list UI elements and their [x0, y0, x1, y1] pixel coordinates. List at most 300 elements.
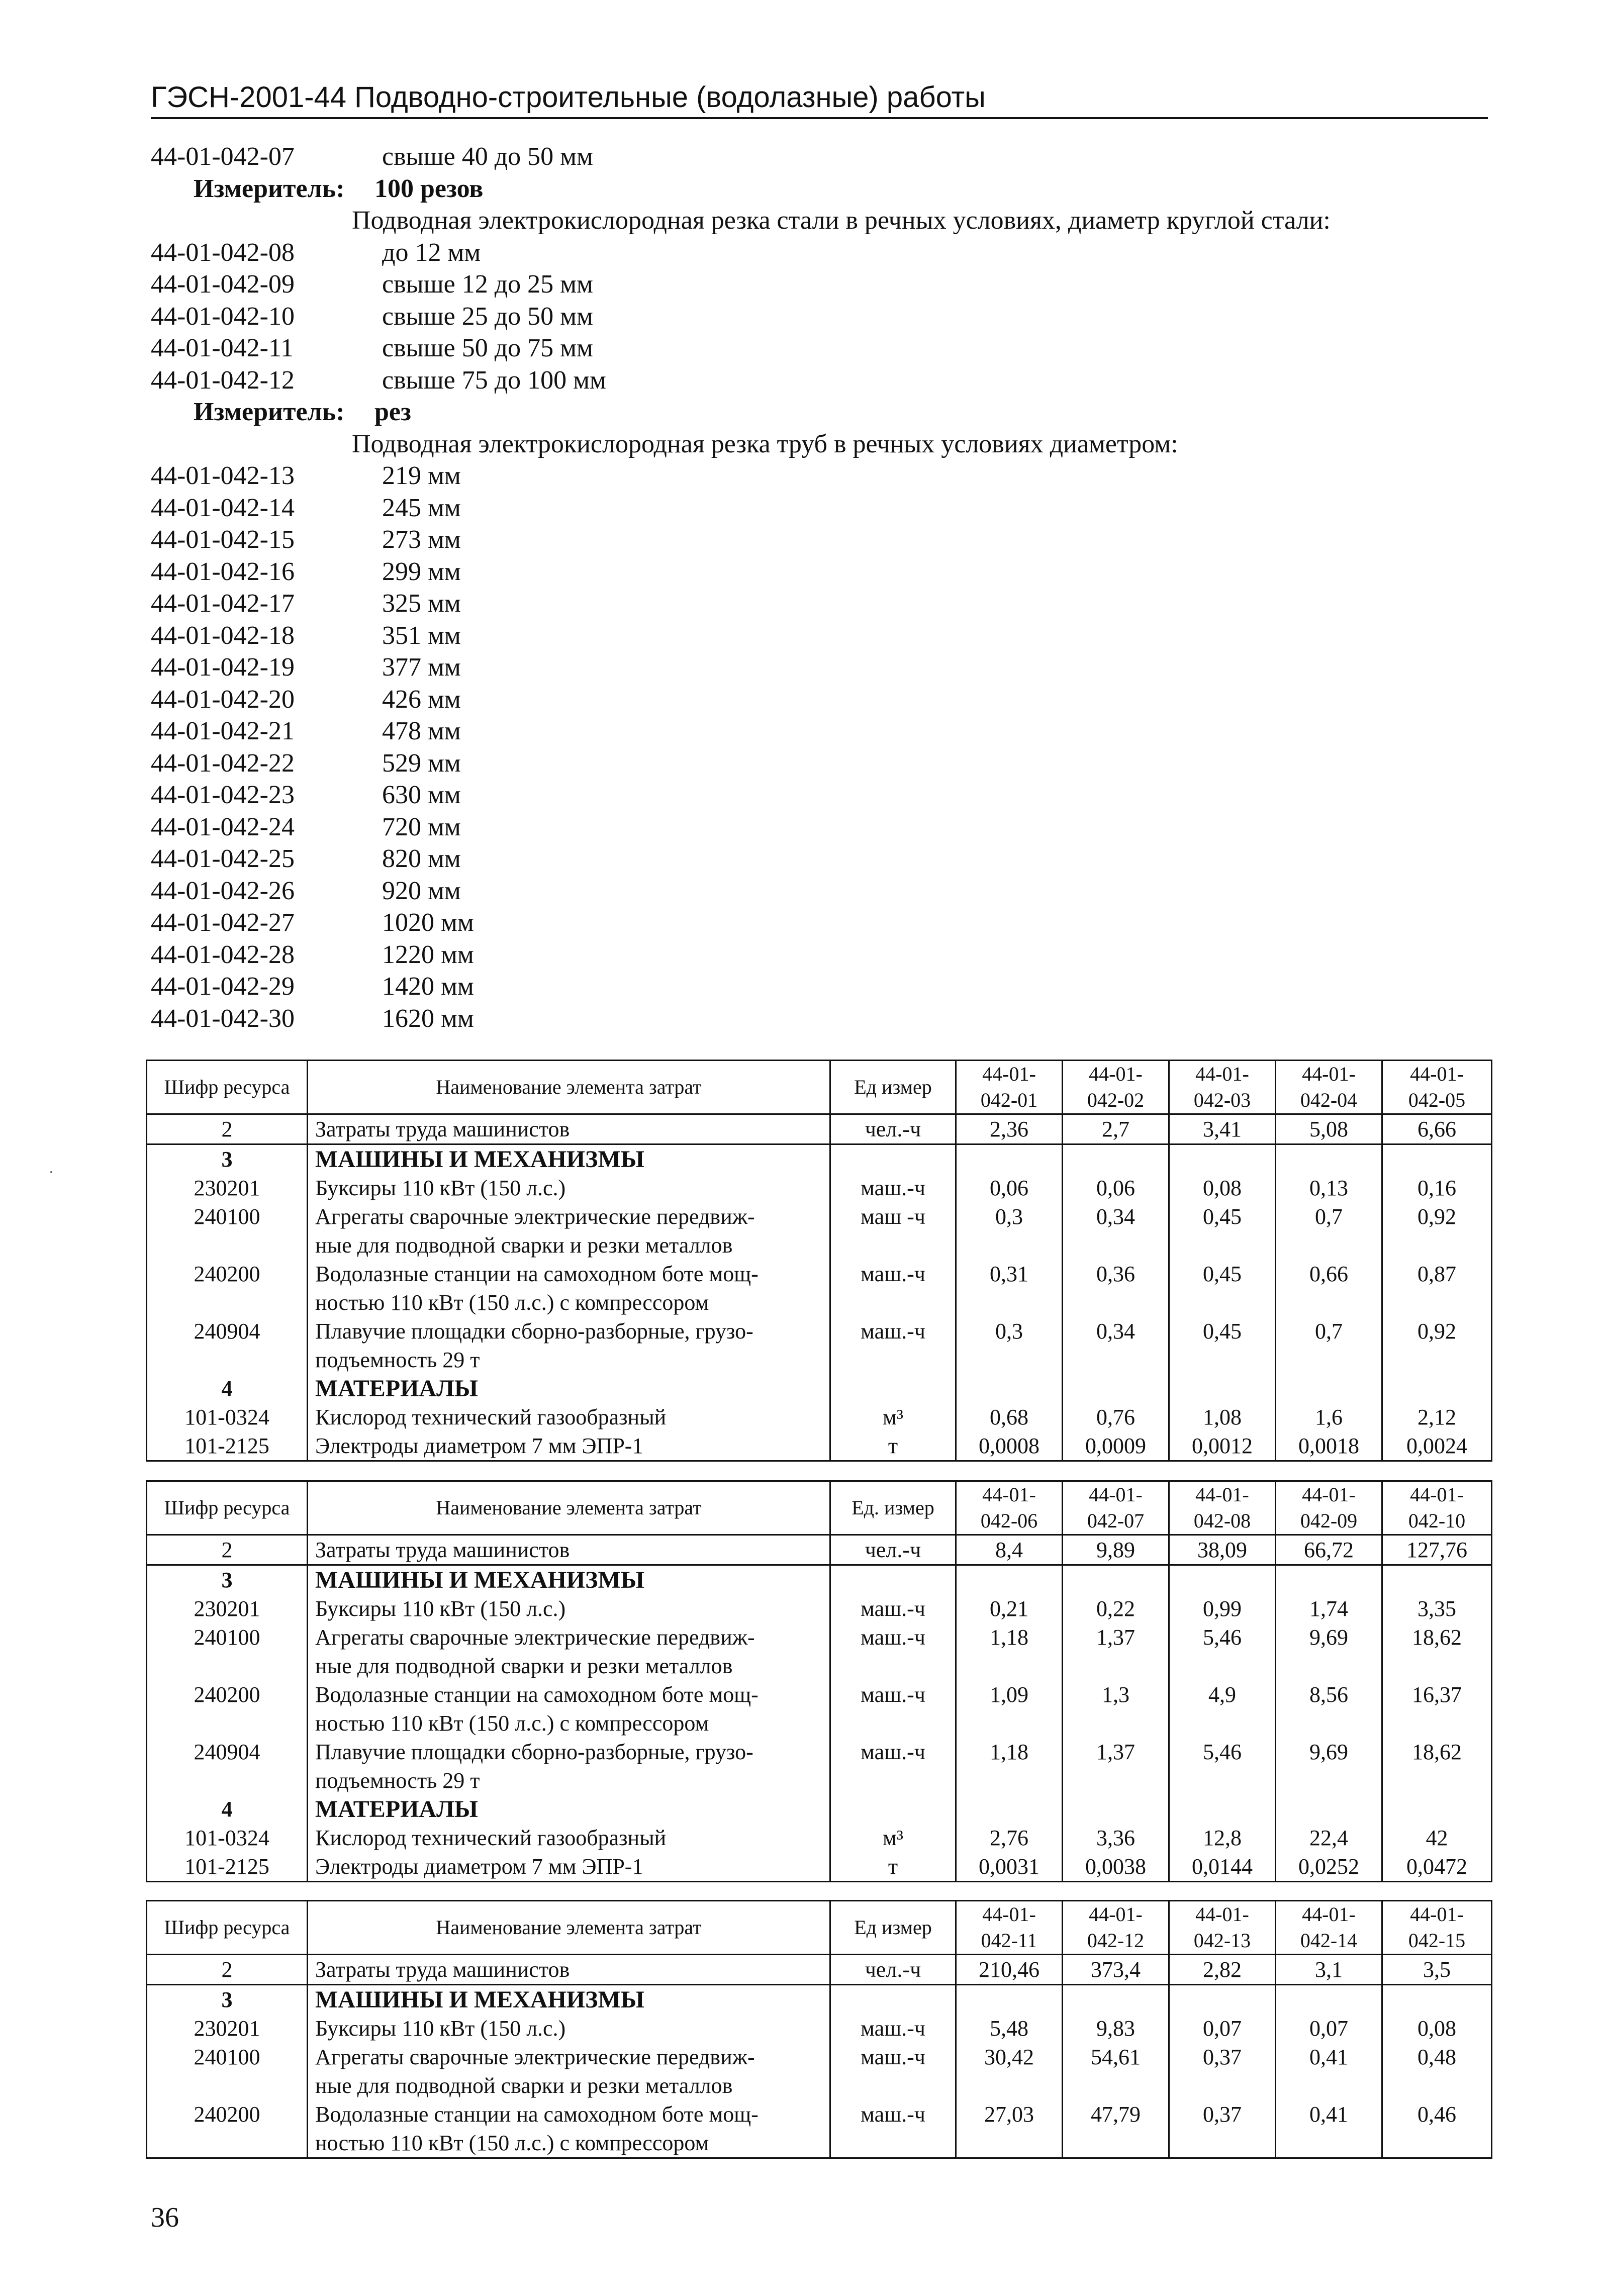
- code-description: 1420 мм: [382, 972, 474, 1001]
- resource-value: 0,87: [1382, 1260, 1492, 1317]
- resource-value: 0,07: [1276, 2014, 1382, 2043]
- code-row: [151, 651, 1488, 684]
- resource-value: 0,08: [1382, 2014, 1492, 2043]
- resource-unit: маш.-ч: [830, 1623, 956, 1680]
- resource-value: 0,0031: [956, 1852, 1063, 1882]
- scan-speck: [50, 1171, 52, 1173]
- resource-value: 2,12: [1382, 1403, 1492, 1431]
- resource-value: 0,08: [1169, 1174, 1276, 1202]
- resource-value: 5,46: [1169, 1623, 1276, 1680]
- resource-table: [146, 1480, 1492, 1882]
- resource-value: 0,48: [1382, 2043, 1492, 2100]
- resource-value: 42: [1382, 1824, 1492, 1852]
- resource-code: 101-2125: [147, 1852, 308, 1882]
- table-row: [147, 1955, 1492, 1985]
- resource-table: [146, 1060, 1492, 1462]
- resource-value: 8,56: [1276, 1680, 1382, 1738]
- resource-value: 0,7: [1276, 1317, 1382, 1374]
- resource-code: 240100: [147, 2043, 308, 2100]
- resource-code: 4: [147, 1374, 308, 1403]
- section-caption: Подводная электрокислородная резка стали в речных условиях, диаметр круглой стали:: [352, 206, 1331, 235]
- resource-unit: маш.-ч: [830, 1174, 956, 1202]
- code-description: 273 мм: [382, 525, 461, 554]
- code-number: 44-01-042-23: [151, 781, 295, 809]
- resource-value: 0,36: [1063, 1260, 1169, 1317]
- resource-unit: [830, 1144, 956, 1174]
- header-code: Шифр ресурса: [147, 1481, 308, 1535]
- resource-value: 0,41: [1276, 2100, 1382, 2158]
- resource-value: 0,7: [1276, 1202, 1382, 1260]
- resource-value: 0,31: [956, 1260, 1063, 1317]
- code-description: 1220 мм: [382, 940, 474, 969]
- resource-value: 8,4: [956, 1535, 1063, 1565]
- resource-unit: маш.-ч: [830, 1594, 956, 1623]
- measure-value: 100 резов: [374, 174, 484, 203]
- resource-name: Затраты труда машинистов: [308, 1535, 830, 1565]
- resource-code: 101-0324: [147, 1403, 308, 1431]
- resource-value: [1382, 1144, 1492, 1174]
- resource-name: Плавучие площадки сборно-разборные, грузо- подъемность 29 т: [308, 1317, 830, 1374]
- resource-name: Плавучие площадки сборно-разборные, грузо- подъемность 29 т: [308, 1738, 830, 1795]
- measure-row: [151, 173, 1488, 205]
- resource-value: 38,09: [1169, 1535, 1276, 1565]
- header-norm-code: 44-01- 042-15: [1382, 1901, 1492, 1955]
- code-number: 44-01-042-15: [151, 525, 295, 554]
- resource-code: 101-0324: [147, 1824, 308, 1852]
- code-number: 44-01-042-28: [151, 940, 295, 969]
- resource-value: 9,69: [1276, 1738, 1382, 1795]
- resource-name: Затраты труда машинистов: [308, 1955, 830, 1985]
- code-number: 44-01-042-14: [151, 493, 295, 522]
- code-row: [151, 715, 1488, 747]
- resource-code: 240904: [147, 1738, 308, 1795]
- page-header-title: ГЭСН-2001-44 Подводно-строительные (водолазные) работы: [151, 81, 986, 114]
- code-description: 529 мм: [382, 748, 461, 778]
- resource-value: [956, 1374, 1063, 1403]
- header-norm-code: 44-01- 042-07: [1063, 1481, 1169, 1535]
- table-row: [147, 1565, 1492, 1595]
- resource-name: Кислород технический газообразный: [308, 1824, 830, 1852]
- resource-name: Буксиры 110 кВт (150 л.с.): [308, 1174, 830, 1202]
- code-number: 44-01-042-10: [151, 302, 295, 331]
- resource-value: 18,62: [1382, 1738, 1492, 1795]
- resource-value: 0,21: [956, 1594, 1063, 1623]
- resource-code: 230201: [147, 2014, 308, 2043]
- code-number: 44-01-042-21: [151, 717, 295, 745]
- resource-value: 0,0472: [1382, 1852, 1492, 1882]
- code-number: 44-01-042-20: [151, 685, 295, 714]
- code-description: 351 мм: [382, 621, 461, 650]
- resource-name: Водолазные станции на самоходном боте мощ- ностью 110 кВт (150 л.с.) с компрессором: [308, 1680, 830, 1738]
- resource-value: 66,72: [1276, 1535, 1382, 1565]
- code-number: 44-01-042-18: [151, 621, 295, 650]
- code-row: [151, 875, 1488, 907]
- table-header-row: [147, 1481, 1492, 1535]
- resource-value: 1,6: [1276, 1403, 1382, 1431]
- resource-value: [1169, 1795, 1276, 1824]
- resource-value: 0,0012: [1169, 1431, 1276, 1461]
- resource-value: 22,4: [1276, 1824, 1382, 1852]
- resource-unit: маш.-ч: [830, 1738, 956, 1795]
- code-number: 44-01-042-09: [151, 270, 295, 299]
- table-row: [147, 1260, 1492, 1317]
- resource-value: [1382, 1795, 1492, 1824]
- code-row: [151, 1003, 1488, 1035]
- resource-value: 18,62: [1382, 1623, 1492, 1680]
- resource-value: 0,66: [1276, 1260, 1382, 1317]
- resource-code: 4: [147, 1795, 308, 1824]
- resource-value: 0,0009: [1063, 1431, 1169, 1461]
- resource-value: 0,37: [1169, 2100, 1276, 2158]
- resource-value: 3,41: [1169, 1114, 1276, 1144]
- resource-code: 3: [147, 1144, 308, 1174]
- resource-value: 27,03: [956, 2100, 1063, 2158]
- resource-value: [1063, 1565, 1169, 1595]
- code-row: [151, 907, 1488, 939]
- resource-value: [1382, 1565, 1492, 1595]
- resource-code: 101-2125: [147, 1431, 308, 1461]
- resource-name: Электроды диаметром 7 мм ЭПР-1: [308, 1431, 830, 1461]
- code-number: 44-01-042-27: [151, 908, 295, 937]
- code-number: 44-01-042-22: [151, 748, 295, 778]
- resource-unit: маш.-ч: [830, 2043, 956, 2100]
- resource-unit: чел.-ч: [830, 1955, 956, 1985]
- resource-code: 2: [147, 1955, 308, 1985]
- resource-name: Водолазные станции на самоходном боте мощ- ностью 110 кВт (150 л.с.) с компрессором: [308, 2100, 830, 2158]
- header-unit: Ед. измер: [830, 1481, 956, 1535]
- table-header-row: [147, 1061, 1492, 1114]
- resource-value: [1382, 1985, 1492, 2015]
- resource-unit: маш.-ч: [830, 2014, 956, 2043]
- resource-value: [1063, 1795, 1169, 1824]
- resource-value: [1276, 1795, 1382, 1824]
- table-row: [147, 1374, 1492, 1403]
- code-description: 720 мм: [382, 812, 461, 841]
- resource-value: 9,69: [1276, 1623, 1382, 1680]
- resource-value: 0,92: [1382, 1317, 1492, 1374]
- resource-value: 0,0038: [1063, 1852, 1169, 1882]
- table-row: [147, 1680, 1492, 1738]
- code-row: [151, 492, 1488, 524]
- resource-value: 0,13: [1276, 1174, 1382, 1202]
- header-norm-code: 44-01- 042-06: [956, 1481, 1063, 1535]
- header-name: Наименование элемента затрат: [308, 1061, 830, 1114]
- table-row: [147, 1431, 1492, 1461]
- resource-unit: т: [830, 1431, 956, 1461]
- code-list: [151, 141, 1488, 1034]
- resource-value: 3,5: [1382, 1955, 1492, 1985]
- code-number: 44-01-042-16: [151, 557, 295, 586]
- resource-unit: маш.-ч: [830, 1317, 956, 1374]
- resource-code: 240200: [147, 2100, 308, 2158]
- code-number: 44-01-042-12: [151, 365, 295, 395]
- measure-label: Измеритель:: [194, 174, 345, 203]
- resource-code: 2: [147, 1114, 308, 1144]
- code-row: [151, 843, 1488, 875]
- resource-value: 4,9: [1169, 1680, 1276, 1738]
- resource-value: 0,0008: [956, 1431, 1063, 1461]
- code-number: 44-01-042-17: [151, 589, 295, 618]
- resource-value: [1169, 1985, 1276, 2015]
- header-norm-code: 44-01- 042-13: [1169, 1901, 1276, 1955]
- code-row: [151, 588, 1488, 620]
- resource-value: 1,74: [1276, 1594, 1382, 1623]
- resource-value: 1,09: [956, 1680, 1063, 1738]
- table-row: [147, 1623, 1492, 1680]
- code-number: 44-01-042-19: [151, 653, 295, 682]
- code-description: до 12 мм: [382, 238, 481, 267]
- code-row: [151, 779, 1488, 811]
- code-description: свыше 75 до 100 мм: [382, 365, 606, 395]
- code-row: [151, 524, 1488, 556]
- resource-value: 0,0024: [1382, 1431, 1492, 1461]
- resource-name: Затраты труда машинистов: [308, 1114, 830, 1144]
- resource-value: 0,68: [956, 1403, 1063, 1431]
- resource-code: 3: [147, 1565, 308, 1595]
- resource-name: Буксиры 110 кВт (150 л.с.): [308, 1594, 830, 1623]
- code-description: свыше 50 до 75 мм: [382, 334, 593, 362]
- table-row: [147, 1174, 1492, 1202]
- page-header: [151, 80, 1488, 119]
- table-header-row: [147, 1901, 1492, 1955]
- resource-name: Агрегаты сварочные электрические передвиж- ные для подводной сварки и резки металлов: [308, 1623, 830, 1680]
- code-row: [151, 460, 1488, 492]
- header-norm-code: 44-01- 042-08: [1169, 1481, 1276, 1535]
- resource-value: 0,3: [956, 1202, 1063, 1260]
- code-row: [151, 268, 1488, 301]
- code-row: [151, 939, 1488, 971]
- resource-value: 5,48: [956, 2014, 1063, 2043]
- resource-value: 1,08: [1169, 1403, 1276, 1431]
- resource-value: 0,45: [1169, 1317, 1276, 1374]
- resource-value: 0,0252: [1276, 1852, 1382, 1882]
- table-row: [147, 1202, 1492, 1260]
- code-row: [151, 971, 1488, 1003]
- code-description: 478 мм: [382, 717, 461, 745]
- resource-value: 0,76: [1063, 1403, 1169, 1431]
- resource-value: 127,76: [1382, 1535, 1492, 1565]
- resource-code: 230201: [147, 1174, 308, 1202]
- resource-unit: [830, 1795, 956, 1824]
- resource-value: 2,7: [1063, 1114, 1169, 1144]
- header-norm-code: 44-01- 042-11: [956, 1901, 1063, 1955]
- code-description: 377 мм: [382, 653, 461, 682]
- resource-code: 240200: [147, 1260, 308, 1317]
- code-number: 44-01-042-25: [151, 844, 295, 873]
- resource-unit: маш -ч: [830, 1202, 956, 1260]
- resource-value: 9,89: [1063, 1535, 1169, 1565]
- resource-value: 6,66: [1382, 1114, 1492, 1144]
- resource-value: 1,37: [1063, 1738, 1169, 1795]
- resource-value: [1276, 1565, 1382, 1595]
- code-row: [151, 332, 1488, 364]
- code-description: 1020 мм: [382, 908, 474, 937]
- code-description: 820 мм: [382, 844, 461, 873]
- table-row: [147, 1852, 1492, 1882]
- code-description: 299 мм: [382, 557, 461, 586]
- resource-code: 2: [147, 1535, 308, 1565]
- resource-value: 2,82: [1169, 1955, 1276, 1985]
- resource-name: Электроды диаметром 7 мм ЭПР-1: [308, 1852, 830, 1882]
- resource-value: [1063, 1374, 1169, 1403]
- resource-value: 16,37: [1382, 1680, 1492, 1738]
- resource-value: 0,3: [956, 1317, 1063, 1374]
- resource-value: [1382, 1374, 1492, 1403]
- resource-value: [956, 1795, 1063, 1824]
- code-row: [151, 620, 1488, 652]
- resource-value: 0,46: [1382, 2100, 1492, 2158]
- header-norm-code: 44-01- 042-09: [1276, 1481, 1382, 1535]
- code-row: [151, 747, 1488, 780]
- resource-code: 240100: [147, 1202, 308, 1260]
- resource-value: 0,99: [1169, 1594, 1276, 1623]
- resource-value: [1276, 1985, 1382, 2015]
- code-number: 44-01-042-11: [151, 334, 294, 362]
- resource-value: 0,0018: [1276, 1431, 1382, 1461]
- resource-unit: чел.-ч: [830, 1535, 956, 1565]
- measure-row: [151, 396, 1488, 428]
- resource-value: 210,46: [956, 1955, 1063, 1985]
- resource-value: 0,16: [1382, 1174, 1492, 1202]
- resource-name: МАТЕРИАЛЫ: [308, 1795, 830, 1824]
- code-description: 325 мм: [382, 589, 461, 618]
- resource-code: 240100: [147, 1623, 308, 1680]
- header-unit: Ед измер: [830, 1061, 956, 1114]
- resource-value: 0,41: [1276, 2043, 1382, 2100]
- table-row: [147, 1317, 1492, 1374]
- resource-code: 240200: [147, 1680, 308, 1738]
- header-norm-code: 44-01- 042-01: [956, 1061, 1063, 1114]
- table-row: [147, 1114, 1492, 1144]
- code-row: [151, 237, 1488, 269]
- resource-value: 0,37: [1169, 2043, 1276, 2100]
- resource-unit: маш.-ч: [830, 1680, 956, 1738]
- code-description: свыше 40 до 50 мм: [382, 142, 593, 171]
- resource-value: 9,83: [1063, 2014, 1169, 2043]
- resource-value: 2,76: [956, 1824, 1063, 1852]
- resource-value: 0,92: [1382, 1202, 1492, 1260]
- header-norm-code: 44-01- 042-03: [1169, 1061, 1276, 1114]
- code-row: [151, 364, 1488, 397]
- resource-value: 0,45: [1169, 1260, 1276, 1317]
- code-description: 245 мм: [382, 493, 461, 522]
- code-number: 44-01-042-13: [151, 461, 295, 490]
- header-code: Шифр ресурса: [147, 1061, 308, 1114]
- resource-name: Агрегаты сварочные электрические передвиж- ные для подводной сварки и резки металлов: [308, 1202, 830, 1260]
- resource-value: [956, 1985, 1063, 2015]
- code-row: [151, 811, 1488, 843]
- code-row: [151, 684, 1488, 716]
- code-number: 44-01-042-26: [151, 876, 295, 905]
- resource-name: МАШИНЫ И МЕХАНИЗМЫ: [308, 1144, 830, 1174]
- code-number: 44-01-042-29: [151, 972, 295, 1001]
- caption-row: [151, 428, 1488, 460]
- header-norm-code: 44-01- 042-12: [1063, 1901, 1169, 1955]
- resource-value: 373,4: [1063, 1955, 1169, 1985]
- resource-value: [1276, 1374, 1382, 1403]
- resource-value: 1,18: [956, 1738, 1063, 1795]
- resource-value: [1276, 1144, 1382, 1174]
- table-row: [147, 1535, 1492, 1565]
- header-norm-code: 44-01- 042-10: [1382, 1481, 1492, 1535]
- resource-name: МАШИНЫ И МЕХАНИЗМЫ: [308, 1565, 830, 1595]
- code-number: 44-01-042-08: [151, 238, 295, 267]
- section-caption: Подводная электрокислородная резка труб в речных условиях диаметром:: [352, 429, 1178, 458]
- resource-value: 1,18: [956, 1623, 1063, 1680]
- resource-unit: [830, 1985, 956, 2015]
- resource-value: 3,35: [1382, 1594, 1492, 1623]
- code-description: свыше 12 до 25 мм: [382, 270, 593, 299]
- measure-label: Измеритель:: [194, 398, 345, 426]
- resource-value: 5,08: [1276, 1114, 1382, 1144]
- resource-value: 0,34: [1063, 1202, 1169, 1260]
- resource-value: 0,34: [1063, 1317, 1169, 1374]
- resource-table: [146, 1900, 1492, 2159]
- resource-value: 0,07: [1169, 2014, 1276, 2043]
- header-code: Шифр ресурса: [147, 1901, 308, 1955]
- table-row: [147, 1403, 1492, 1431]
- measure-value: рез: [374, 398, 411, 426]
- header-norm-code: 44-01- 042-04: [1276, 1061, 1382, 1114]
- resource-value: 1,3: [1063, 1680, 1169, 1738]
- resource-value: 2,36: [956, 1114, 1063, 1144]
- resource-value: [1063, 1144, 1169, 1174]
- resource-value: [1169, 1374, 1276, 1403]
- table-row: [147, 1985, 1492, 2015]
- resource-name: Буксиры 110 кВт (150 л.с.): [308, 2014, 830, 2043]
- table-row: [147, 2043, 1492, 2100]
- code-description: свыше 25 до 50 мм: [382, 302, 593, 331]
- table-row: [147, 2014, 1492, 2043]
- code-row: [151, 301, 1488, 333]
- code-description: 1620 мм: [382, 1004, 474, 1033]
- resource-value: [1169, 1565, 1276, 1595]
- table-row: [147, 1144, 1492, 1174]
- resource-value: 0,22: [1063, 1594, 1169, 1623]
- resource-unit: [830, 1565, 956, 1595]
- resource-unit: м³: [830, 1403, 956, 1431]
- resource-value: 1,37: [1063, 1623, 1169, 1680]
- resource-code: 230201: [147, 1594, 308, 1623]
- code-row: [151, 141, 1488, 173]
- resource-unit: чел.-ч: [830, 1114, 956, 1144]
- resource-value: 47,79: [1063, 2100, 1169, 2158]
- resource-code: 240904: [147, 1317, 308, 1374]
- resource-value: [1169, 1144, 1276, 1174]
- resource-value: [956, 1565, 1063, 1595]
- resource-name: Водолазные станции на самоходном боте мощ- ностью 110 кВт (150 л.с.) с компрессором: [308, 1260, 830, 1317]
- resource-unit: [830, 1374, 956, 1403]
- resource-code: 3: [147, 1985, 308, 2015]
- table-row: [147, 1594, 1492, 1623]
- table-row: [147, 2100, 1492, 2158]
- resource-value: [956, 1144, 1063, 1174]
- resource-unit: т: [830, 1852, 956, 1882]
- page-number: 36: [151, 2202, 179, 2233]
- resource-name: МАТЕРИАЛЫ: [308, 1374, 830, 1403]
- resource-value: 0,45: [1169, 1202, 1276, 1260]
- header-norm-code: 44-01- 042-14: [1276, 1901, 1382, 1955]
- header-norm-code: 44-01- 042-02: [1063, 1061, 1169, 1114]
- table-row: [147, 1824, 1492, 1852]
- header-name: Наименование элемента затрат: [308, 1481, 830, 1535]
- resource-unit: маш.-ч: [830, 1260, 956, 1317]
- table-row: [147, 1795, 1492, 1824]
- code-description: 426 мм: [382, 685, 461, 714]
- resource-value: 12,8: [1169, 1824, 1276, 1852]
- header-norm-code: 44-01- 042-05: [1382, 1061, 1492, 1114]
- resource-unit: м³: [830, 1824, 956, 1852]
